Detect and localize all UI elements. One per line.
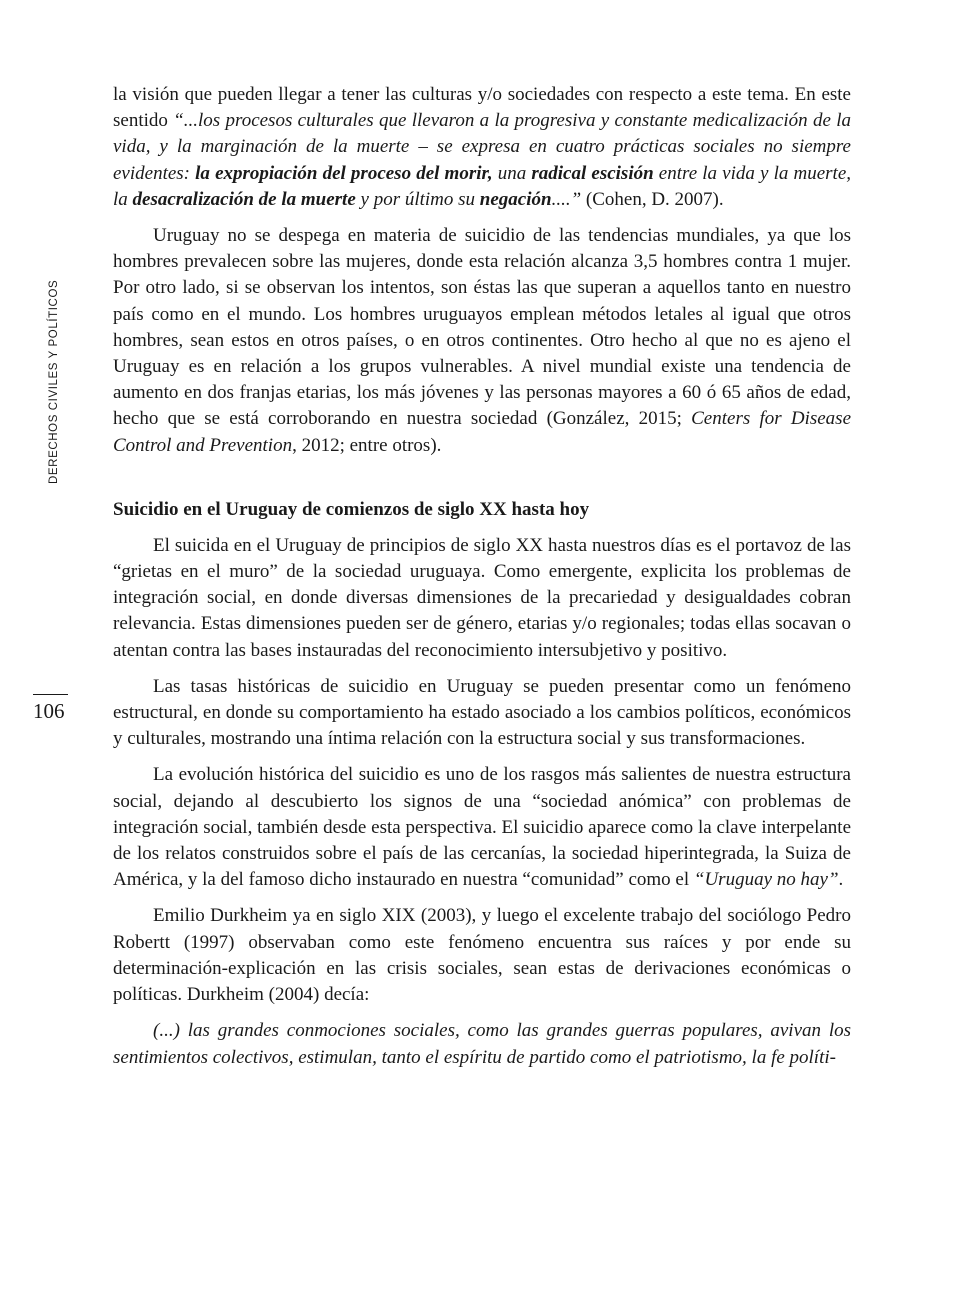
citation-run: (Cohen, D. 2007).	[581, 188, 724, 210]
text-run: la visión que pueden llegar a tener las culturas y/o sociedades con respecto a este tema. En este sentido	[113, 84, 851, 132]
paragraph: Las tasas históricas de suicidio en Uruguay se pueden presentar como un fenómeno estructural, en donde su comportamiento ha estado asociado a los cambios políticos, económicos y culturales, mostrando una íntima relación con la estructura social y sus transformaciones.	[113, 675, 851, 750]
quote-run: “...los procesos culturales que llevaron a la progresiva y constante medicalización de la vida, y la marginación de la muerte – se expresa en cuatro prácticas sociales no siempre evidentes: la expropiación del proceso del morir, una radical escisión entre la vida y la muerte, la desacralización de la muerte y por último su negación....”	[113, 110, 852, 210]
block-quote: (...) las grandes conmociones sociales, como las grandes guerras populares, avivan los sentimientos colectivos, estimulan, tanto el espíritu de partido como el patriotismo, la fe políti-	[113, 1020, 851, 1068]
paragraph-continued	[113, 82, 851, 213]
emphasis-run: desacralización de la muerte	[132, 188, 356, 210]
page-number: 106	[33, 699, 65, 723]
paragraph: Uruguay no se despega en materia de suicidio de las tendencias mundiales, ya que los hombres prevalecen sobre las mujeres, donde esta relación alcanza 3,5 hombres contra 1 mujer. Por otro lado, si se observan los intentos, son éstas las que superan a aquellos tanto en nuestro país como en el mundo. Los hombres uruguayos emplean métodos letales al igual que otros hombres, sean estos en otros países, o en otros continentes. Otro hecho al que no es ajeno el Uruguay es en relación a los grupos vulnerables. A nivel mundial existe una tendencia de aumento en dos franjas etarias, los más jóvenes y las personas mayores a 60 ó 65 años de edad, hecho que se está corroborando en nuestra sociedad (González, 2015; Centers for Disease Control and Prevention, 2012; entre otros).	[113, 225, 852, 456]
italic-run: “Uruguay no hay”	[693, 869, 839, 891]
paragraph: Emilio Durkheim ya en siglo XIX (2003), y luego el excelente trabajo del sociólogo Pedro Robertt (1997) observaban como este fenómeno encuentra sus raíces y por ende su determinación-explicación en las crisis sociales, sean estas de derivaciones económicas o políticas. Durkheim (2004) decía:	[113, 905, 851, 1006]
emphasis-run: negación	[479, 188, 552, 210]
running-header: DERECHOS CIVILES Y POLÍTICOS	[48, 279, 60, 484]
emphasis-run: la expropiación del proceso del morir,	[195, 162, 493, 184]
section-heading: Suicidio en el Uruguay de comienzos de siglo XX hasta hoy	[113, 498, 590, 520]
paragraph: La evolución histórica del suicidio es uno de los rasgos más salientes de nuestra estructura social, dejando al descubierto los signos de una “sociedad anómica” con problemas de integración social, también desde esta perspectiva. El suicidio aparece como la clave interpelante de los relatos construidos sobre el país de las cercanías, la sociedad hiperintegrada, la Suiza de América, y la del famoso dicho instaurado en nuestra “comunidad” como el “Uruguay no hay”.	[113, 764, 851, 891]
emphasis-run: radical escisión	[531, 162, 654, 184]
page-number-rule	[33, 694, 68, 695]
paragraph: El suicida en el Uruguay de principios de siglo XX hasta nuestros días es el portavoz de las “grietas en el muro” de la sociedad uruguaya. Como emergente, explicita los problemas de integración social, en donde diversas dimensiones de la precariedad y desigualdades cobran relevancia. Estas dimensiones pueden ser de género, etarias y/o regionales; todas ellas socavan o atentan contra las bases instauradas del reconocimiento intersubjetivo y positivo.	[113, 534, 851, 661]
page-body	[113, 82, 851, 1081]
italic-run: Centers for Disease Control and Prevention	[113, 408, 852, 456]
